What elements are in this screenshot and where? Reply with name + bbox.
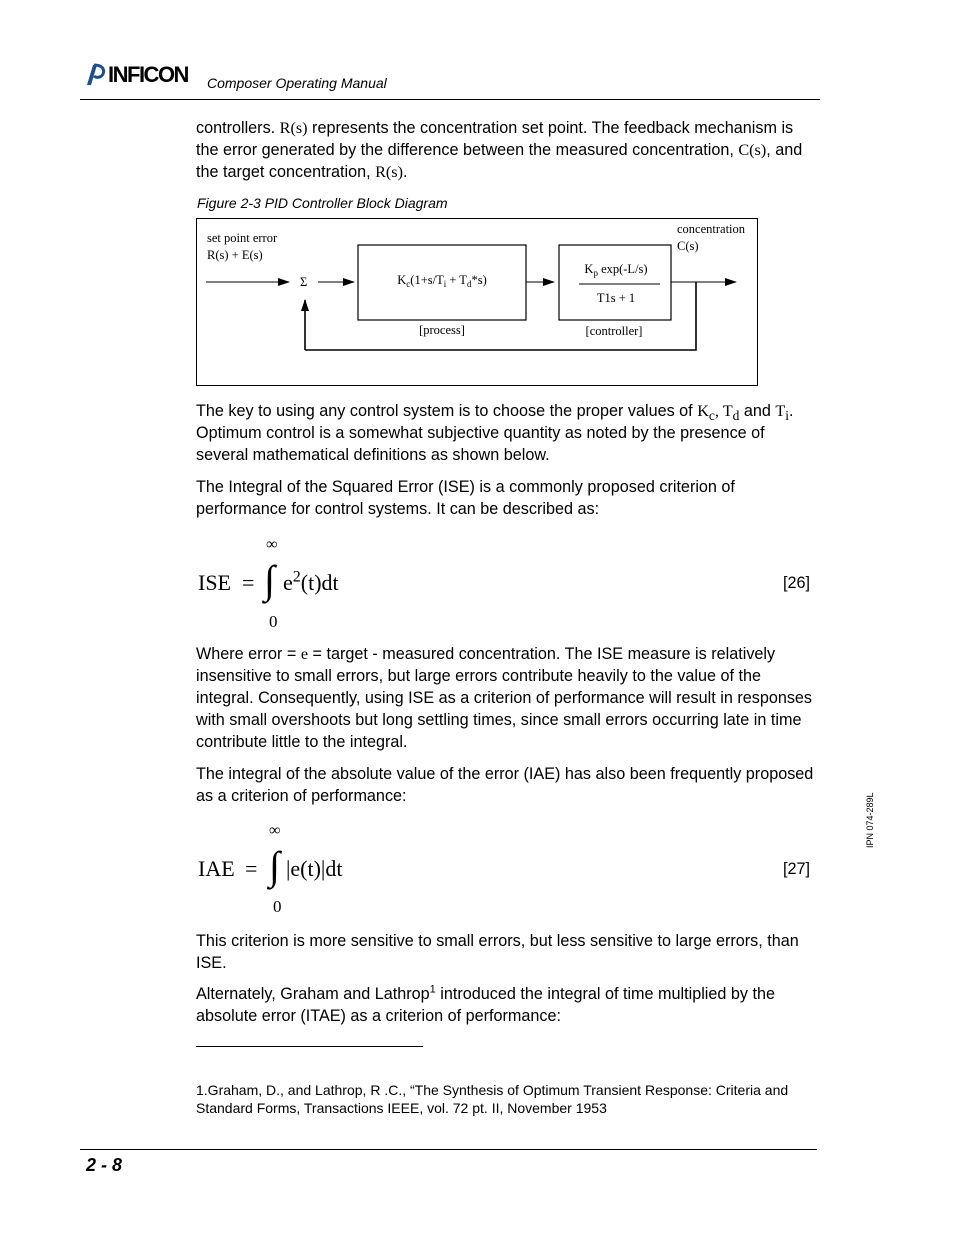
- intro-paragraph: controllers. R(s) represents the concentration set point. The feedback mechanism is the error generated by the difference between the measured concentration, C(s), and the target concentration, R(s).: [196, 119, 803, 181]
- inficon-logo-icon: [84, 63, 106, 87]
- summing-junction: Σ: [300, 275, 308, 289]
- eq26-number: [26]: [783, 574, 811, 592]
- process-transfer-function: $K_c(1+s/T_i + T_d*s)$: [397, 273, 487, 289]
- eq27-lhs: IAE: [198, 856, 235, 881]
- sensitivity-paragraph: This criterion is more sensitive to small errors, but less sensitive to large errors, than ISE.: [196, 932, 799, 972]
- ise-intro-paragraph: The Integral of the Squared Error (ISE) is a commonly proposed criterion of performance for control systems. It can be described as:: [196, 478, 735, 518]
- input-label-2: R(s) + E(s): [207, 248, 263, 262]
- controller-numerator: $K_p$ exp(-L/s): [584, 262, 648, 278]
- diagram-frame: [197, 219, 758, 386]
- eq27-integral-sign: ∫: [269, 843, 280, 888]
- eq26-integral-sign: ∫: [264, 557, 275, 602]
- eq27-number: [27]: [783, 860, 811, 878]
- eq26-upper-limit: ∞: [266, 536, 278, 553]
- controller-label: [controller]: [585, 324, 643, 338]
- footer-rule: [80, 1149, 817, 1150]
- eq27-upper-limit: ∞: [269, 822, 281, 839]
- pid-block-diagram: [196, 218, 759, 387]
- eq26-integrand: $e^2(t)dt$: [283, 568, 339, 595]
- footnote-rule: [196, 1046, 423, 1047]
- equation-27: [196, 820, 816, 920]
- eq27-integrand: |e(t)|dt: [286, 856, 343, 881]
- side-document-code: IPN 074-289L: [865, 792, 875, 848]
- header-rule: [80, 99, 820, 100]
- input-label-1: set point error: [207, 231, 278, 245]
- eq27-lower-limit: 0: [273, 897, 282, 916]
- eq26-lhs: ISE: [198, 570, 231, 595]
- key-paragraph: The key to using any control system is to choose the proper values of $K_c$, $T_d$ and $T_i$. Optimum control is a somewhat subjective quantity as noted by the presence of several mathematical definitions as shown below.: [196, 402, 794, 464]
- eq26-equals: =: [242, 570, 255, 595]
- controller-block: [559, 245, 671, 320]
- output-label-1: concentration: [677, 222, 746, 236]
- footnote: 1.Graham, D., and Lathrop, R .C., “The Synthesis of Optimum Transient Response: Criteria and Standard Forms, Transactions IEEE, vol. 72 pt. II, November 1953: [196, 1082, 789, 1116]
- where-error-paragraph: Where error = e = target - measured concentration. The ISE measure is relatively insensitive to small errors, but large errors contribute heavily to the value of the integral. Consequently, using ISE as a criterion of performance will result in responses with small overshoots but long settling times, since small errors occurring late in time contribute little to the integral.: [196, 645, 813, 751]
- page-number: 2 - 8: [86, 1155, 123, 1175]
- process-label: [process]: [419, 323, 465, 337]
- iae-intro-paragraph: The integral of the absolute value of the error (IAE) has also been frequently proposed as a criterion of performance:: [196, 765, 814, 805]
- output-label-2: C(s): [677, 239, 699, 253]
- manual-title: Composer Operating Manual: [207, 75, 387, 91]
- eq26-lower-limit: 0: [269, 612, 278, 631]
- brand-name: INFICON: [108, 62, 188, 87]
- figure-caption: Figure 2-3 PID Controller Block Diagram: [197, 195, 448, 211]
- equation-26: [196, 532, 816, 632]
- inficon-logo: [84, 62, 188, 88]
- itae-intro-paragraph: Alternately, Graham and Lathrop$^1$ introduced the integral of time multiplied by the absolute error (ITAE) as a criterion of performance:: [196, 983, 776, 1025]
- eq27-equals: =: [245, 856, 258, 881]
- controller-denominator: T1s + 1: [596, 291, 636, 305]
- feedback-path: [305, 282, 696, 350]
